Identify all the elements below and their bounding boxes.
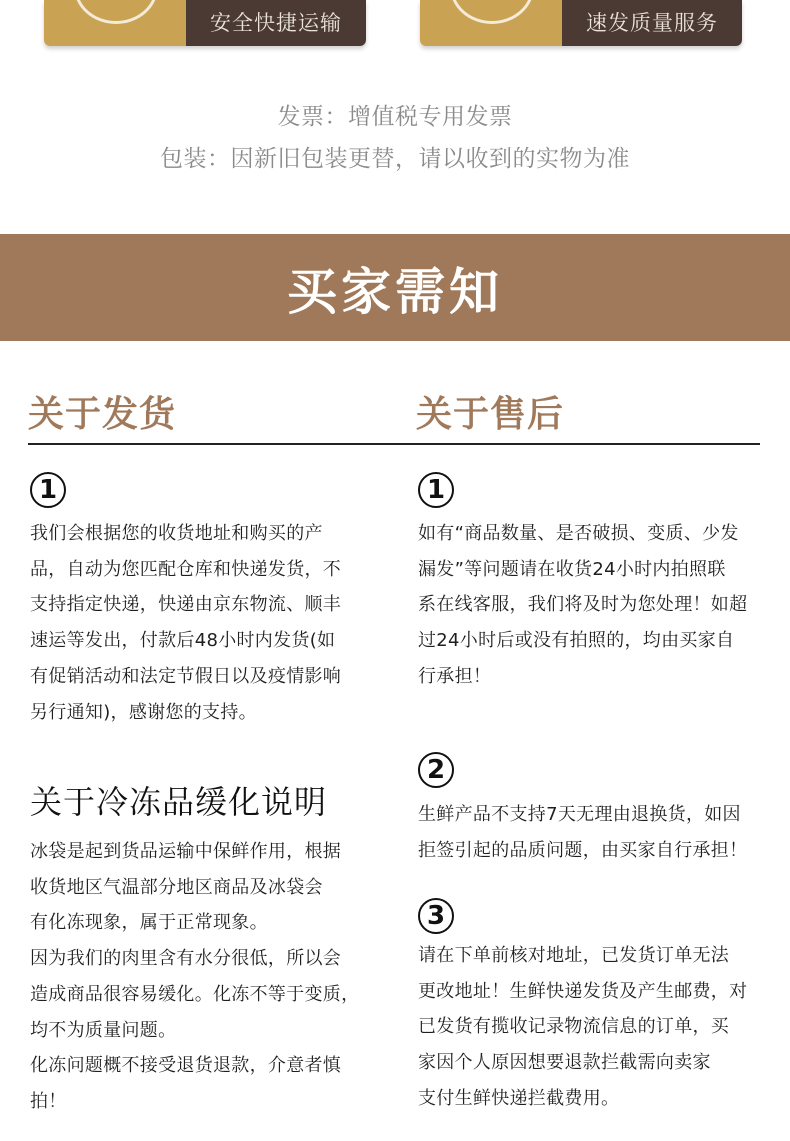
badge-icon-area <box>44 0 186 46</box>
text-line: 支持指定快递，快递由京东物流、顺丰 <box>30 594 342 616</box>
text-line: 生鲜产品不支持7天无理由退换货，如因 <box>418 804 741 825</box>
number-badge: 1 <box>418 472 454 508</box>
text-line: 如有“商品数量、是否破损、变质、少发 <box>418 523 739 544</box>
text-line: 均不为质量问题。 <box>30 1019 177 1041</box>
text-line: 行承担！ <box>418 665 492 687</box>
truck-icon <box>74 0 158 24</box>
aftersale-paragraph-1 <box>418 516 763 695</box>
banner-title: 买家需知 <box>287 262 503 321</box>
text-line: 冰袋是起到货品运输中保鲜作用，根据 <box>30 841 342 862</box>
text-line: 漏发”等问题请在收货24小时内拍照联 <box>418 558 726 580</box>
badge-safe-shipping <box>44 0 366 46</box>
text-line: 支付生鲜快递拦截费用。 <box>418 1087 620 1109</box>
text-line: 因为我们的肉里含有水分很低，所以会 <box>30 948 342 970</box>
number-badge: 1 <box>30 472 66 508</box>
text-line: 拍！ <box>30 1090 67 1112</box>
shipping-paragraph <box>30 516 375 730</box>
buyer-notice-banner <box>0 234 790 341</box>
number-badge: 2 <box>418 752 454 788</box>
badge-label: 速发质量服务 <box>586 11 718 35</box>
aftersale-section-title: 关于售后 <box>416 394 565 435</box>
badge-icon-area <box>420 0 562 46</box>
number-badge: 3 <box>418 898 454 934</box>
text-line: 拒签引起的品质问题，由买家自行承担！ <box>418 839 748 861</box>
text-line: 化冻问题概不接受退货退款，介意者慎 <box>30 1055 342 1077</box>
text-line: 收货地区气温部分地区商品及冰袋会 <box>30 876 323 898</box>
text-line: 我们会根据您的收货地址和购买的产 <box>30 523 323 544</box>
text-line: 造成商品很容易缓化。化冻不等于变质， <box>30 983 360 1005</box>
text-line: 请在下单前核对地址，已发货订单无法 <box>418 945 730 966</box>
invoice-info: 发票：增值税专用发票 <box>277 104 513 130</box>
text-line: 已发货有揽收记录物流信息的订单，买 <box>418 1016 730 1038</box>
badge-label: 安全快捷运输 <box>210 11 342 35</box>
cold-paragraph <box>30 834 375 1120</box>
text-line: 另行通知)，感谢您的支持。 <box>30 701 257 723</box>
aftersale-paragraph-2 <box>418 797 763 868</box>
cold-section-title: 关于冷冻品缓化说明 <box>30 783 328 821</box>
aftersale-paragraph-3 <box>418 938 763 1117</box>
text-line: 有化冻现象，属于正常现象。 <box>30 912 268 934</box>
text-line: 过24小时后或没有拍照的，均由买家自 <box>418 630 735 652</box>
text-line: 家因个人原因想要退款拦截需向卖家 <box>418 1052 711 1074</box>
section-divider <box>28 443 760 445</box>
service-icon <box>450 0 534 24</box>
shipping-section-title: 关于发货 <box>28 394 177 435</box>
package-info: 包装：因新旧包装更替，请以收到的实物为准 <box>160 146 630 172</box>
text-line: 系在线客服，我们将及时为您处理！如超 <box>418 594 748 616</box>
text-line: 速运等发出，付款后48小时内发货(如 <box>30 630 336 652</box>
text-line: 有促销活动和法定节假日以及疫情影响 <box>30 665 342 687</box>
text-line: 更改地址！生鲜快递发货及产生邮费，对 <box>418 980 748 1002</box>
badge-quality-service <box>420 0 742 46</box>
text-line: 品，自动为您匹配仓库和快递发货，不 <box>30 558 342 580</box>
